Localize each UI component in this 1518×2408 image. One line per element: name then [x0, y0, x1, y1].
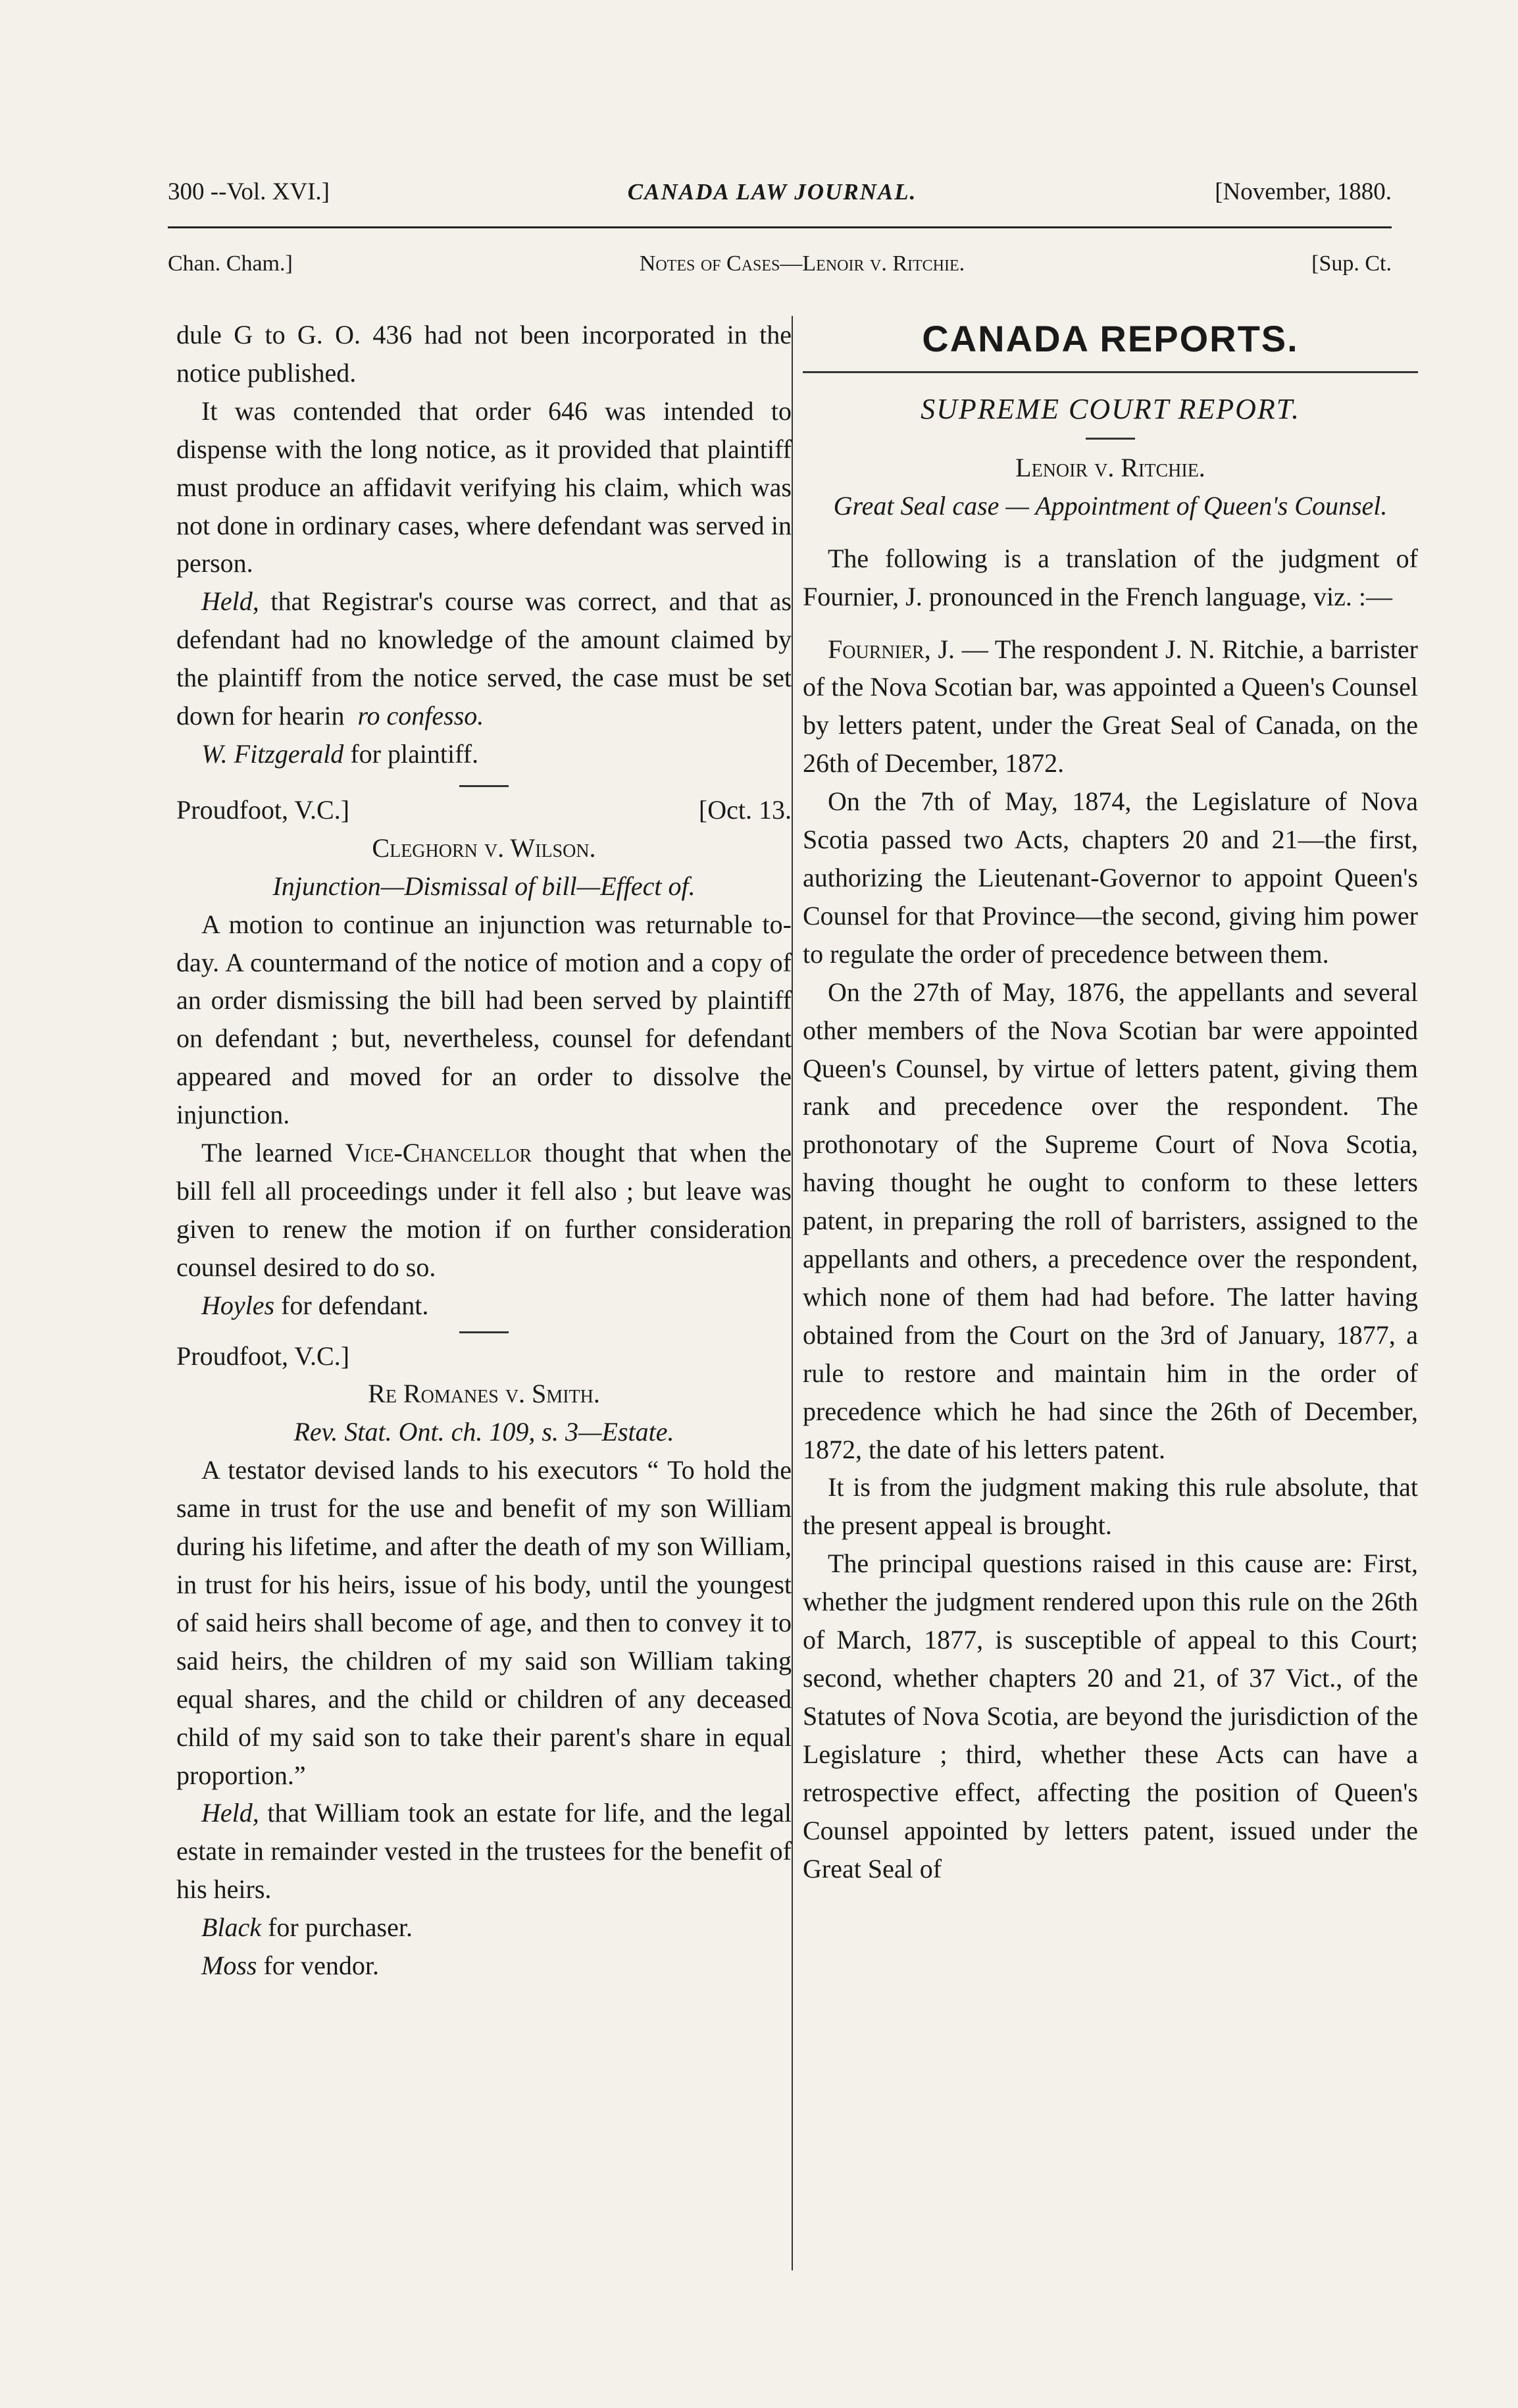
- paragraph: The following is a translation of the judgment of Fournier, J. pronounced in the French language, viz. :—: [803, 543, 1418, 611]
- held-paragraph: Held, that Registrar's course was correct, and that as defendant had no knowledge of the amount claimed by the plaintiff from the notice served, the case must be set down for hearin ro confesso.: [176, 586, 792, 731]
- paragraph: The principal questions raised in this cause are: First, whether the judgment rendered upon this rule on the 26th of March, 1877, is susceptible of appeal to this Court; second, whether chapters 20 and 21, of 37 Vict., of the Statutes of Nova Scotia, are beyond the jurisdiction of the Legislature ; third, whether these Acts can have a retrospective effect, affecting the position of Queen's Counsel appointed by letters patent, issued under the Great Seal of: [803, 1549, 1418, 1883]
- section-rule: [459, 1331, 509, 1333]
- paragraph: On the 7th of May, 1874, the Legislature of Nova Scotia passed two Acts, chapters 20 and 21—the first, authorizing the Lieutenant-Governor to appoint Queen's Counsel for that Province—the second, giving him power to regulate the order of precedence between them.: [803, 786, 1418, 969]
- section-rule: [459, 785, 509, 787]
- case-subject: Rev. Stat. Ont. ch. 109, s. 3—Estate.: [293, 1417, 674, 1447]
- judge: Proudfoot, V.C.]: [176, 794, 350, 825]
- paragraph: It was contended that order 646 was intended to dispense with the long notice, as it provided that plaintiff must produce an affidavit verifying his claim, which was not done in ordinary cases, where defendant was served in person.: [176, 396, 792, 578]
- case-title: Re Romanes v. Smith.: [368, 1379, 600, 1409]
- paragraph: A testator devised lands to his executors “ To hold the same in trust for the use and benefit of my son William during his lifetime, and after the death of my son William, in trust for his heirs, issue of his body, until the youngest of said heirs shall become of age, and then to convey it to said heirs, the children of my said son William taking equal shares, and the child or children of any deceased child of my said son to take their parent's share in equal proportion.”: [176, 1455, 792, 1790]
- court-title: SUPREME COURT REPORT.: [921, 393, 1300, 425]
- held-paragraph: Held, that William took an estate for life, and the legal estate in remainder vested in the trustees for the benefit of his heirs.: [176, 1798, 792, 1905]
- paragraph: A motion to continue an injunction was returnable to-day. A countermand of the notice of motion and a copy of an order dismissing the bill had been served by plaintiff on defendant ; but, nevertheless, counsel for defendant appeared and moved for an order to dissolve the injunction.: [176, 909, 792, 1130]
- section-header: [168, 251, 1392, 276]
- judgment-paragraph: Fournier, J. — The respondent J. N. Ritchie, a barrister of the Nova Scotian bar, was appointed a Queen's Counsel by letters patent, under the Great Seal of Canada, on the 26th of December, 1872.: [803, 634, 1418, 779]
- counsel-line: Black for purchaser.: [201, 1912, 413, 1943]
- paragraph: dule G to G. O. 436 had not been incorporated in the notice published.: [176, 320, 792, 388]
- reports-title: CANADA REPORTS.: [922, 318, 1299, 359]
- case-subject: Great Seal case — Appointment of Queen's Counsel.: [833, 490, 1388, 521]
- counsel-line: W. Fitzgerald for plaintiff.: [201, 738, 479, 769]
- center-section: Notes of Cases—Lenoir v. Ritchie.: [639, 251, 965, 276]
- issue-date: [November, 1880.: [1215, 178, 1392, 205]
- right-column: [803, 316, 1418, 1887]
- case-title: Lenoir v. Ritchie.: [1015, 452, 1205, 482]
- paragraph: The learned Vice-Chancellor thought that when the bill fell all proceedings under it fell also ; but leave was given to renew the motion if on further consideration counsel desired to do so.: [176, 1138, 792, 1282]
- journal-title: CANADA LAW JOURNAL.: [627, 179, 917, 205]
- counsel-line: Hoyles for defendant.: [201, 1290, 429, 1320]
- case-date: [Oct. 13.: [698, 794, 792, 825]
- page-volume: 300 --Vol. XVI.]: [168, 178, 330, 205]
- column-divider: [792, 316, 793, 2270]
- right-section: [Sup. Ct.: [1311, 251, 1392, 276]
- running-header: [168, 178, 1392, 206]
- case-title: Cleghorn v. Wilson.: [372, 833, 596, 863]
- case-heading: [176, 791, 792, 829]
- left-section: Chan. Cham.]: [168, 251, 293, 276]
- judge: Proudfoot, V.C.]: [176, 1341, 350, 1371]
- title-rule: [803, 371, 1418, 373]
- left-column: [176, 316, 792, 1985]
- counsel-line: Moss for vendor.: [201, 1951, 379, 1981]
- header-rule: [168, 226, 1392, 228]
- section-rule: [1086, 438, 1135, 440]
- paragraph: It is from the judgment making this rule absolute, that the present appeal is brought.: [803, 1472, 1418, 1541]
- paragraph: On the 27th of May, 1876, the appellants and several other members of the Nova Scotian bar were appointed Queen's Counsel, by virtue of letters patent, giving them rank and precedence over the respondent. The prothonotary of the Supreme Court of Nova Scotia, having thought he ought to conform to these letters patent, in preparing the roll of barristers, assigned to the appellants and others, a precedence over the respondent, which none of them had had before. The latter having obtained from the Court on the 3rd of January, 1877, a rule to restore and maintain him in the order of precedence which he had since the 26th of December, 1872, the date of his letters patent.: [803, 977, 1418, 1464]
- case-subject: Injunction—Dismissal of bill—Effect of.: [272, 871, 696, 901]
